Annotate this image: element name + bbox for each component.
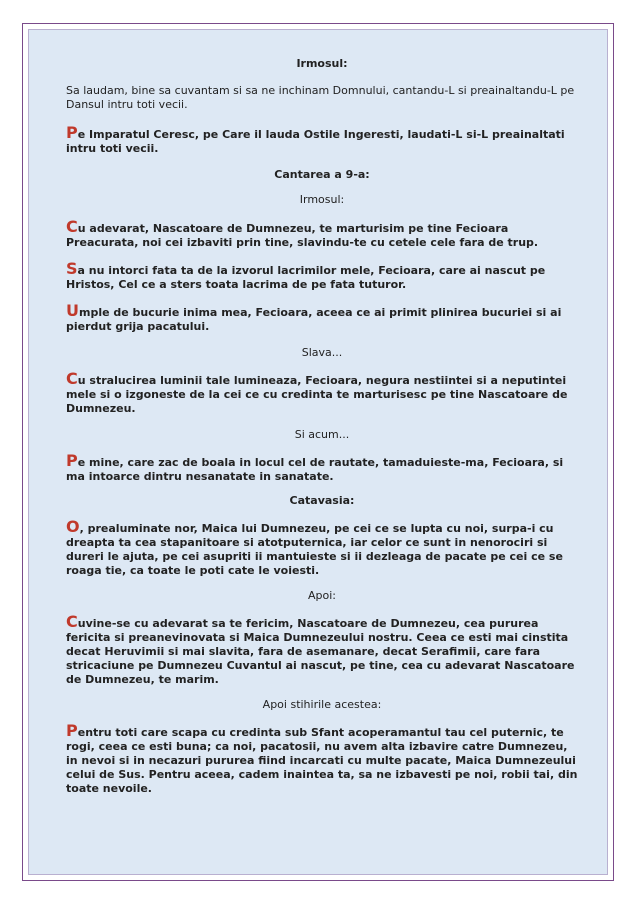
heading-irmosul-2: Irmosul:	[299, 193, 345, 206]
paragraph-text: u adevarat, Nascatoare de Dumnezeu, te marturisim pe tine Fecioara Preacurata, noi cei izbaviti prin tine, slavindu-te cu cetele cele fara de trup.	[66, 222, 539, 249]
initial-letter: P	[66, 451, 78, 470]
initial-letter: U	[66, 301, 79, 320]
initial-letter: S	[66, 259, 78, 278]
paragraph-text: e Imparatul Ceresc, pe Care il lauda Ostile Ingeresti, laudati-L si-L preainaltati intru toti vecii.	[66, 128, 565, 155]
paragraph-text: , prealuminate nor, Maica lui Dumnezeu, pe cei ce se lupta cu noi, surpa-i cu dreapta ta cea stapanitoare si atotputernica, iar celor ce sunt in nenorociri si dureri le ajuta, pe cei asupriti ii mantuieste si ii dezleaga de pacate pe cei ce se roaga tie, ca toate le poti cate le voiesti.	[66, 522, 563, 577]
paragraph-text: mple de bucurie inima mea, Fecioara, aceea ce ai primit plinirea bucuriei si ai pierdut grija pacatului.	[66, 306, 562, 333]
heading-slava: Slava...	[301, 346, 343, 359]
paragraph-umple	[66, 301, 578, 334]
paragraph-cu-adevarat	[66, 217, 578, 250]
initial-letter: C	[66, 612, 78, 631]
paragraph-irmos: Sa laudam, bine sa cuvantam si sa ne inchinam Domnului, cantandu-L si preainaltandu-L pe Dansul intru toti vecii.	[66, 84, 575, 111]
heading-irmosul: Irmosul:	[296, 57, 348, 70]
initial-letter: P	[66, 721, 78, 740]
initial-letter: C	[66, 369, 78, 388]
heading-apoi: Apoi:	[308, 589, 336, 602]
heading-catavasia: Catavasia:	[289, 494, 355, 507]
paragraph-text: u stralucirea luminii tale lumineaza, Fecioara, negura nestiintei si a neputintei mele si o izgoneste de la cei ce cu credinta te marturisesc pe tine Nascatoare de Dumnezeu.	[66, 374, 568, 415]
initial-letter: C	[66, 217, 78, 236]
paragraph-cu-stralucirea	[66, 369, 578, 416]
heading-cantarea: Cantarea a 9-a:	[274, 168, 370, 181]
initial-letter: P	[66, 123, 78, 142]
initial-letter: O	[66, 517, 80, 536]
paragraph-text: a nu intorci fata ta de la izvorul lacrimilor mele, Fecioara, care ai nascut pe Hristos, Cel ce a sters toata lacrima de pe fata tuturor.	[66, 264, 546, 291]
paragraph-pe-imparatul	[66, 123, 578, 156]
paragraph-sa-nu	[66, 259, 578, 292]
heading-apoi-stihirile: Apoi stihirile acestea:	[262, 698, 382, 711]
paragraph-text: e mine, care zac de boala in locul cel de rautate, tamaduieste-ma, Fecioara, si ma intoarce dintru nesanatate in sanatate.	[66, 456, 564, 483]
paragraph-o-prealuminate	[66, 517, 578, 578]
paragraph-pentru-toti	[66, 721, 578, 796]
paragraph-pe-mine	[66, 451, 578, 484]
heading-si-acum: Si acum...	[294, 428, 350, 441]
paragraph-cuvine-se	[66, 612, 578, 687]
paragraph-text: uvine-se cu adevarat sa te fericim, Nascatoare de Dumnezeu, cea pururea fericita si preanevinovata si Maica Dumnezeului nostru. Ceea ce esti mai cinstita decat Heruvimii si mai slavita, fara de asemanare, decat Serafimii, care fara stricaciune pe Dumnezeu Cuvantul ai nascut, pe tine, cea cu adevarat Nascatoare de Dumnezeu, te marim.	[66, 617, 575, 686]
paragraph-text: entru toti care scapa cu credinta sub Sfant acoperamantul tau cel puternic, te rogi, ceea ce esti buna; ca noi, pacatosii, nu avem alta izbavire catre Dumnezeu, in nevoi si in necazuri pururea fiind incarcati cu multe pacate, Maica Dumnezeului celui de Sus. Pentru aceea, cadem inaintea ta, sa ne izbavesti pe noi, robii tai, din toate nevoile.	[66, 726, 578, 795]
document-text	[66, 57, 578, 796]
